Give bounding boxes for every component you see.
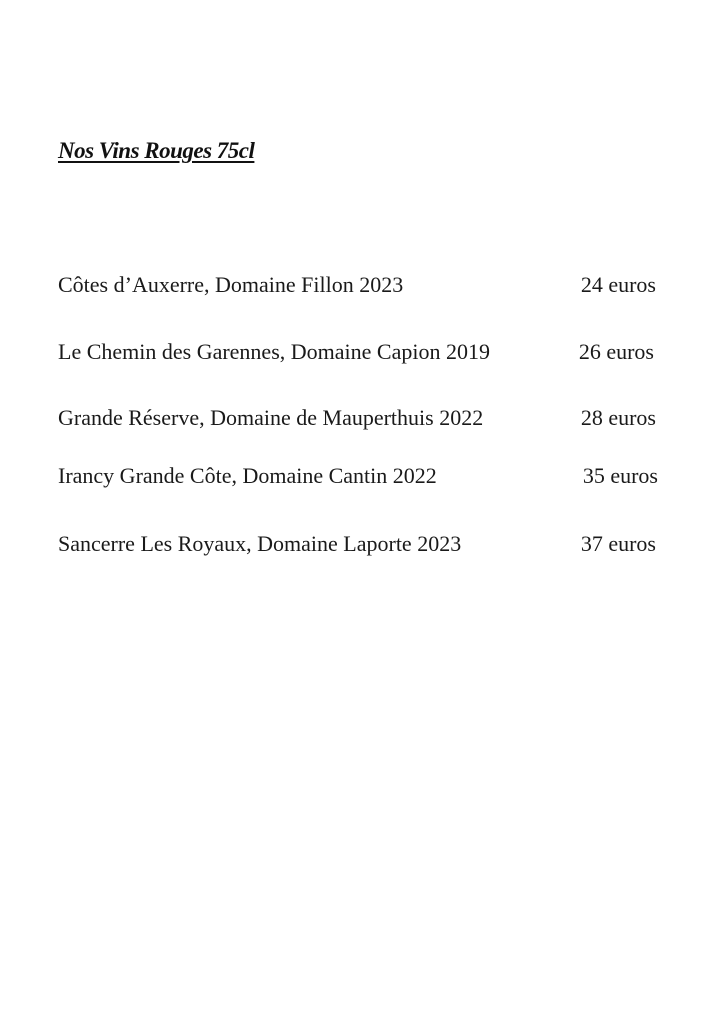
wine-row [58, 405, 656, 435]
wine-name: Irancy Grande Côte, Domaine Cantin 2022 [58, 463, 437, 488]
menu-title: Nos Vins Rouges 75cl [58, 138, 255, 163]
wine-row [58, 339, 656, 369]
wine-name: Côtes d’Auxerre, Domaine Fillon 2023 [58, 272, 404, 297]
wine-price: 35 euros [582, 463, 658, 488]
wine-row [58, 463, 656, 493]
wine-name: Le Chemin des Garennes, Domaine Capion 2019 [58, 339, 490, 364]
wine-price: 26 euros [578, 339, 654, 364]
wine-name: Sancerre Les Royaux, Domaine Laporte 2023 [58, 531, 462, 556]
wine-row [58, 272, 656, 302]
wine-price: 28 euros [580, 405, 656, 430]
wine-price: 24 euros [580, 272, 656, 297]
wine-row [58, 531, 656, 561]
wine-price: 37 euros [580, 531, 656, 556]
wine-name: Grande Réserve, Domaine de Mauperthuis 2022 [58, 405, 484, 430]
